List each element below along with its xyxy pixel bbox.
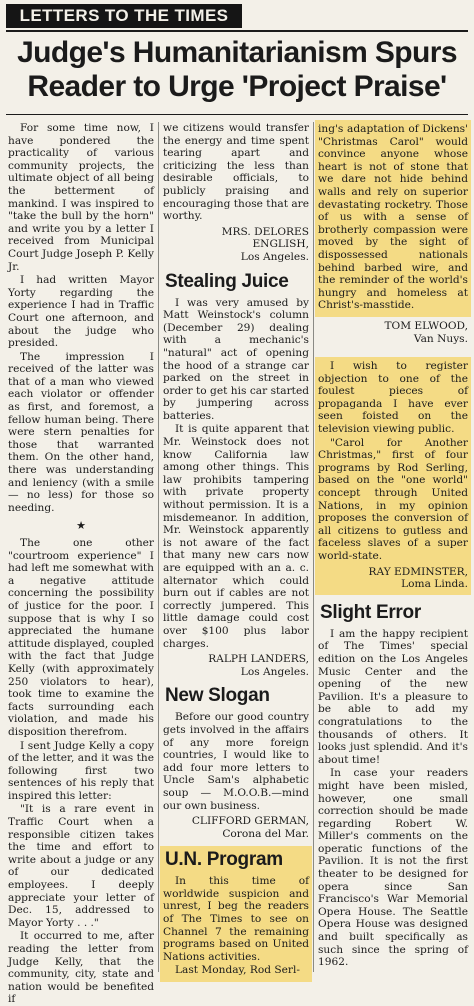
- letter-continuation: ing's adaptation of Dickens' "Christmas Carol" would convince anyone whose heart is not of stone that we dare not hide behind walls and rely on superior devastating rocketry. Those of us with a sense of brotherly compassion were moved by the sight of dispossessed nationals behind barbed wire, and the reminder of the world's hungry and homeless at Christ's-masstide.: [318, 123, 468, 312]
- signature-place: Van Nuys.: [413, 332, 468, 345]
- letter-paragraph: It occurred to me, after reading the letter from Judge Kelly, that the community, city, state and nation would be benefited if: [8, 930, 154, 1006]
- letter-paragraph: In case your readers might have been misled, however, one small correction should be made regarding Robert W. Miller's comments on the operatic functions of the Pavilion. It is not the first theater to be designed for opera since San Francisco's War Memorial Opera House. The Seattle Opera House was designed and built specifically as such since the spring of 1962.: [318, 767, 468, 969]
- headline: [10, 36, 464, 104]
- signature-name: RALPH LANDERS,: [208, 653, 309, 666]
- letter-paragraph: For some time now, I have pondered the practicality of various community projects, the ultimate object of all being the betterment of mankind. I was inspired to "take the bull by the horn" and write you by a letter I received from Municipal Court Judge Joseph P. Kelly Jr.: [8, 122, 154, 273]
- signature-place: Los Angeles.: [240, 665, 309, 678]
- letter-paragraph: Last Monday, Rod Serl-: [175, 964, 300, 977]
- star-separator: ★: [76, 519, 86, 533]
- top-rule: [6, 30, 468, 32]
- letter-signature: [318, 320, 468, 345]
- letter-signature: [163, 226, 309, 264]
- letter-signature: [163, 815, 309, 840]
- signature-name: MRS. DELORES ENGLISH,: [221, 225, 309, 251]
- headline-rule: [6, 114, 468, 115]
- signature-place: Corona del Mar.: [222, 827, 309, 840]
- column-1: [8, 122, 154, 1006]
- headline-line-2: Reader to Urge 'Project Praise': [27, 70, 447, 103]
- letter-paragraph: I had written Mayor Yorty regarding the experience I had in Traffic Court one afternoon, and about the judge who presided.: [8, 274, 154, 350]
- letter-continuation: we citizens would transfer the energy and time spent tearing apart and criticizing the less than desirable officials, to publicly praising and encouraging those that are worthy.: [163, 122, 309, 223]
- letter-paragraph: I sent Judge Kelly a copy of the letter, and it was the following first two sentences of his reply that inspired this letter:: [8, 739, 154, 802]
- highlighted-letter: [315, 120, 471, 317]
- signature-place: Los Angeles.: [240, 250, 309, 263]
- headline-line-1: Judge's Humanitarianism Spurs: [17, 36, 457, 69]
- column-3: [318, 122, 468, 972]
- letter-paragraph: In this time of worldwide suspicion and unrest, I beg the readers of The Times to see on Channel 7 the remaining programs based on United Nations activities.: [163, 875, 309, 963]
- letter-heading: New Slogan: [165, 685, 270, 707]
- letter-paragraph: "Carol for Another Christmas," first of four programs by Rod Serling, based on the "one world" concept through United Nations, in my opinion proposes the conversion of all citizens to gutless and faceless slaves of a super world-state.: [318, 436, 468, 562]
- letter-paragraph: I am the happy recipient of The Times' special edition on the Los Angeles Music Center and the opening of the new Pavilion. It's a pleasure to be able to add my congratulations to the thousands of others. It looks just splendid. And it's about time!: [318, 627, 468, 766]
- highlighted-letter: [315, 357, 471, 595]
- letter-paragraph: I was very amused by Matt Weinstock's column (December 29) dealing with a mechanic's "natural" act of opening the hood of a strange car parked on the street in order to get his car started by jumpering across batteries.: [163, 296, 309, 422]
- letter-paragraph: The impression I received of the latter was that of a man who viewed each violator or offender as first, and foremost, a fellow human being. There were stern penalties for those that warranted them. On the other hand, there was understanding and leniency (with a smile — no less) for those so needing.: [8, 350, 154, 514]
- letter-heading: U.N. Program: [165, 849, 283, 871]
- column-2: [163, 122, 309, 977]
- section-kicker: LETTERS TO THE TIMES: [6, 4, 242, 28]
- letter-heading: Slight Error: [320, 601, 421, 623]
- letter-heading: Stealing Juice: [165, 270, 289, 292]
- letter-signature: [318, 566, 468, 591]
- signature-name: TOM ELWOOD,: [384, 319, 468, 332]
- letter-paragraph: "It is a rare event in Traffic Court when a responsible citizen takes the time and effort to write about a judge or any of our dedicated employees. I deeply appreciate your letter of Dec. 15, addressed to Mayor Yorty . . .": [8, 803, 154, 929]
- letter-paragraph: Before our good country gets involved in the affairs of any more foreign countries, I would like to add four more letters to Uncle Sam's alphabetic soup — M.O.O.B.—mind our own business.: [163, 711, 309, 812]
- signature-name: CLIFFORD GERMAN,: [191, 815, 309, 828]
- column-divider: [313, 122, 314, 972]
- letter-paragraph: The one other "courtroom experience" I had left me somewhat with a negative attitude concerning the possibility of justice for the poor. I suppose that is why I so appreciated the humane attitude displayed, coupled with the fact that Judge Kelly (with approximately 250 violators to hear), took time to examine the facts surrounding each violation, and made his disposition therefrom.: [8, 537, 154, 738]
- letter-paragraph: I wish to register objection to one of the foulest pieces of propaganda I have ever seen foisted on the television viewing public.: [318, 360, 468, 436]
- signature-place: Loma Linda.: [401, 578, 468, 591]
- letter-paragraph: It is quite apparent that Mr. Weinstock does not know California law among other things. This law prohibits tampering with private property without permission. It is a misdemeanor. In addition, Mr. Weinstock apparently is not aware of the fact that many new cars now are equipped with an a. c. alternator which could burn out if cables are not correctly jumpered. This little damage could cost over $100 plus labor charges.: [163, 423, 309, 650]
- signature-name: RAY EDMINSTER,: [368, 565, 468, 578]
- highlighted-letter: [160, 846, 312, 982]
- letter-signature: [163, 653, 309, 678]
- column-divider: [158, 122, 159, 972]
